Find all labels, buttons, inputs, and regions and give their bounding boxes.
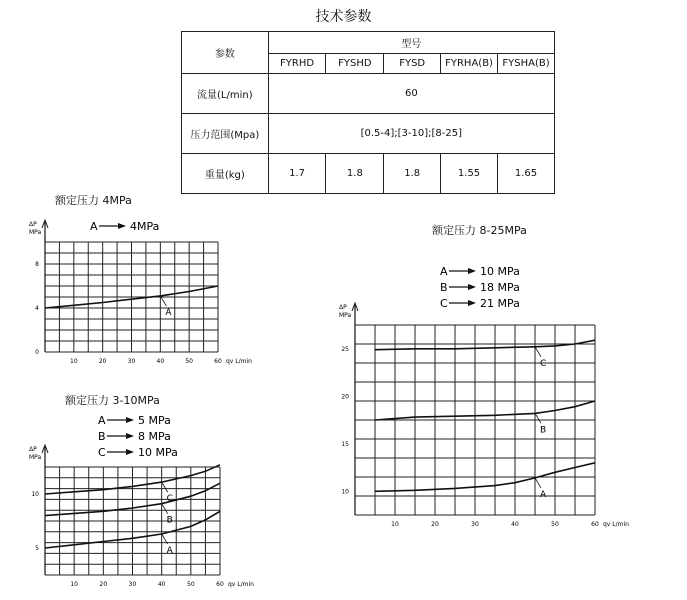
legend-label: 5 MPa — [138, 414, 171, 427]
y-tick-label: 8 — [35, 261, 39, 268]
x-tick-label: 10 — [70, 581, 78, 588]
y-axis-unit: MPa — [29, 229, 42, 236]
legend-label: 4MPa — [130, 220, 160, 233]
x-tick-label: 50 — [185, 358, 193, 365]
model-cell: FYRHA(B) — [441, 54, 498, 74]
page-title: 技术参数 — [315, 9, 372, 25]
weight-value: 1.65 — [498, 154, 555, 194]
model-cell: FYSHD — [326, 54, 384, 74]
chart-8-25mpa — [330, 255, 680, 540]
x-tick-label: 20 — [99, 581, 108, 588]
x-tick-label: 50 — [187, 581, 195, 588]
x-tick-label: 50 — [551, 521, 559, 528]
x-tick-label: 60 — [591, 521, 599, 528]
x-tick-label: 30 — [128, 581, 137, 588]
series-leader — [162, 504, 168, 514]
series-label-a: A — [166, 545, 173, 556]
y-axis-unit: MPa — [29, 454, 42, 461]
weight-value: 1.8 — [384, 154, 441, 194]
series-label-b: B — [540, 425, 547, 436]
legend-arrow-head — [126, 417, 134, 423]
legend-arrow-head — [126, 449, 134, 455]
x-tick-label: 10 — [391, 521, 399, 528]
series-leader — [162, 482, 168, 492]
flow-value: 60 — [268, 74, 554, 114]
legend-label: 21 MPa — [480, 297, 520, 310]
legend-letter: A — [90, 220, 98, 233]
weight-value: 1.55 — [441, 154, 498, 194]
model-cell: FYRHD — [268, 54, 326, 74]
legend-arrow-head — [468, 284, 476, 290]
series-leader — [535, 347, 541, 357]
series-leader — [535, 478, 541, 488]
chart-title-3-10mpa: 额定压力 3-10MPa — [65, 394, 160, 407]
weight-value: 1.8 — [326, 154, 384, 194]
series-label-a: A — [540, 489, 547, 500]
row-label: 流量(L/min) — [182, 74, 269, 114]
series-label-c: C — [166, 494, 173, 505]
row-label: 重量(kg) — [182, 154, 269, 194]
x-tick-label: 20 — [98, 358, 107, 365]
y-tick-label: 15 — [341, 440, 349, 448]
legend-letter: C — [440, 297, 448, 310]
x-tick-label: 60 — [216, 581, 224, 588]
legend-arrow-head — [468, 300, 476, 306]
x-tick-label: 40 — [156, 358, 165, 365]
x-tick-label: 60 — [214, 358, 222, 365]
x-axis-label: qv L/min — [228, 581, 254, 588]
y-tick-label: 10 — [341, 488, 349, 496]
model-cell: FYSD — [384, 54, 441, 74]
model-cell: FYSHA(B) — [498, 54, 555, 74]
x-tick-label: 20 — [431, 521, 439, 528]
x-tick-label: 30 — [471, 521, 479, 528]
chart-title-8-25mpa: 额定压力 8-25MPa — [432, 224, 527, 237]
series-line-c — [375, 340, 595, 350]
chart-title-4mpa: 额定压力 4MPa — [55, 194, 132, 207]
y-axis-label: ΔP — [29, 221, 37, 228]
series-leader — [535, 413, 541, 423]
y-tick-label: 5 — [35, 545, 39, 552]
y-axis-unit: MPa — [339, 312, 352, 319]
x-tick-label: 10 — [70, 358, 78, 365]
y-tick-label: 0 — [35, 349, 39, 356]
legend-label: 10 MPa — [480, 265, 520, 278]
param-header: 参数 — [182, 32, 269, 74]
spec-table — [181, 31, 555, 194]
legend-letter: B — [440, 281, 448, 294]
pressure-range-value: [0.5-4];[3-10];[8-25] — [268, 114, 554, 154]
legend-label: 8 MPa — [138, 430, 171, 443]
legend-label: 10 MPa — [138, 446, 178, 459]
chart-4mpa — [0, 215, 280, 370]
series-label-b: B — [166, 515, 173, 526]
x-tick-label: 40 — [157, 581, 166, 588]
x-axis-label: qv L/min — [226, 358, 252, 365]
y-axis-label: ΔP — [339, 304, 347, 311]
row-label: 压力范围(Mpa) — [182, 114, 269, 154]
legend-arrow-head — [126, 433, 134, 439]
y-tick-label: 10 — [31, 491, 39, 498]
legend-label: 18 MPa — [480, 281, 520, 294]
y-tick-label: 20 — [341, 393, 349, 401]
weight-value: 1.7 — [268, 154, 326, 194]
chart-3-10mpa — [0, 410, 280, 590]
y-tick-label: 4 — [35, 305, 39, 312]
model-header: 型号 — [268, 32, 554, 54]
legend-letter: C — [98, 446, 106, 459]
legend-arrow-head — [468, 268, 476, 274]
y-tick-label: 25 — [341, 345, 349, 353]
series-label-c: C — [540, 358, 547, 369]
legend-arrow-head — [118, 223, 126, 229]
legend-letter: B — [98, 430, 106, 443]
x-axis-label: qv L/min — [603, 521, 629, 528]
x-tick-label: 30 — [127, 358, 136, 365]
x-tick-label: 40 — [511, 521, 519, 528]
legend-letter: A — [440, 265, 448, 278]
legend-letter: A — [98, 414, 106, 427]
y-axis-label: ΔP — [29, 446, 37, 453]
series-line-b — [375, 401, 595, 420]
series-label-a: A — [165, 307, 172, 318]
